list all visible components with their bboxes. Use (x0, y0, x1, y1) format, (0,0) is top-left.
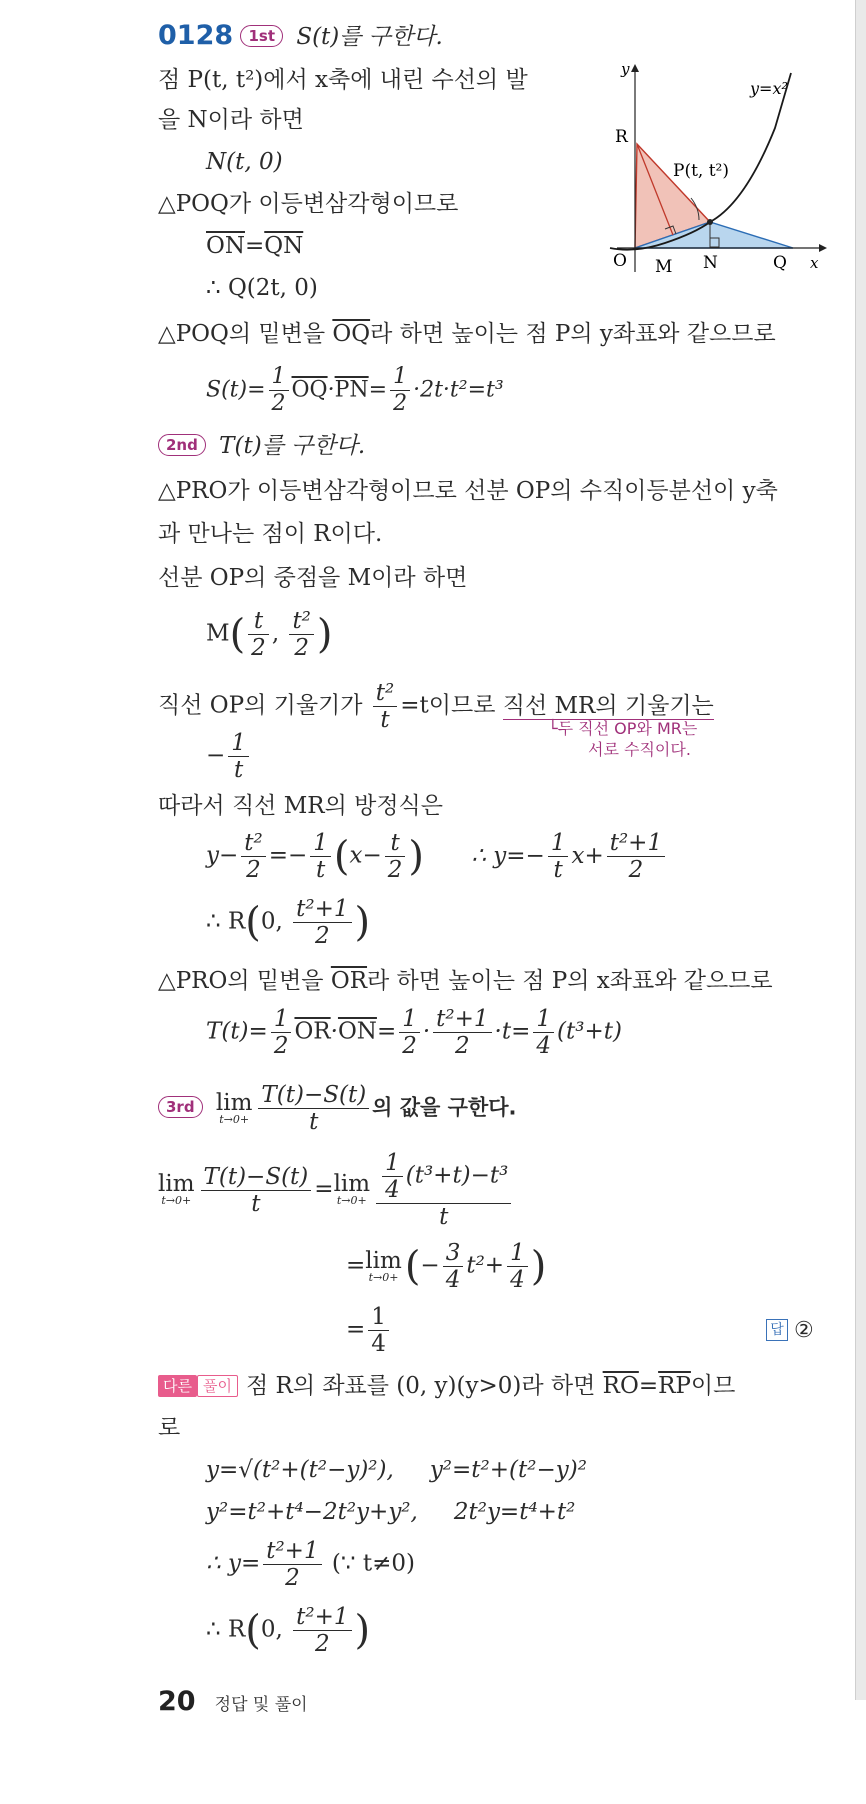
graph-figure (595, 58, 835, 280)
alt-solution-line: 다른 풀이 점 R의 좌표를 (0, y)(y>0)라 하면 $\overline{RO}=\overline{RP}$이므 (158, 1370, 735, 1402)
side-note: └두 직선 OP와 MR는 서로 수직이다. (548, 719, 698, 759)
step-3-badge: 3rd (158, 1096, 203, 1118)
point-o-label: O (613, 251, 627, 271)
step-1-title: S(t)를 구한다. (296, 24, 443, 50)
text-line: 점 P(t, t²)에서 x축에 내린 수선의 발 (158, 67, 528, 93)
text-line: 과 만나는 점이 R이다. (158, 521, 383, 547)
step-2-title: T(t)를 구한다. (219, 433, 366, 459)
step-2-badge: 2nd (158, 434, 206, 456)
formula-t: T(t)= $\frac{1}{2}$ $\overline{OR}\cdot\overline{ON}=$ $\frac{1}{2}$ · $\frac{\text{t²+1}}{2}$ ·t= $\frac{1}{4}$ (t³+t) (206, 1006, 622, 1059)
page-footer (158, 1686, 308, 1717)
math-line: N(t, 0) (206, 149, 283, 175)
math-line: ∴ Q(2t, 0) (206, 275, 318, 301)
x-axis-label: x (810, 254, 819, 272)
alt-badge-2: 풀이 (197, 1375, 238, 1397)
midpoint-m: M( $\frac{t}{2}$ , $\frac{\text{t²}}{2}$ ) (206, 608, 333, 661)
limit-eq-1: lim t→0+ $\frac{T(t)-S(t)}{t}$ = lim t→0+ $\frac{1}{4}$ (t³+t)−t³ t (158, 1150, 514, 1230)
line-mr-equation: y− $\frac{\text{t²}}{2}$ =− $\frac{1}{t}$ (x− $\frac{t}{2}$ ) ∴ y=− $\frac{1}{t}$ x+ $\frac{\text{t²+1}}{2}$ (206, 830, 668, 883)
problem-number: 0128 (158, 20, 234, 51)
text-line: 을 N이라 하면 (158, 107, 304, 133)
text-line: △PRO가 이등변삼각형이므로 선분 OP의 수직이등분선이 y축 (158, 478, 778, 504)
alt-point-r: ∴ R(0, $\frac{\text{t²+1}}{2}$ ) (206, 1604, 371, 1657)
limit-eq-3: = $\frac{1}{4}$ (346, 1304, 392, 1357)
formula-s: S(t)= $\frac{1}{2}$ $\overline{OQ}\cdot\overline{PN}=$ $\frac{1}{2}$ ·2t·t²=t³ (206, 364, 504, 416)
alt-eq-1: y=√(t²+(t²−y)²), y²=t²+(t²−y)² (206, 1457, 587, 1483)
footer-label: 정답 및 풀이 (214, 1695, 308, 1715)
point-r: ∴ R(0, $\frac{\text{t²+1}}{2}$ ) (206, 896, 371, 949)
text-line: △PRO의 밑변을 $\overline{OR}$라 하면 높이는 점 P의 x좌표와 같으므로 (158, 968, 773, 994)
text-line: 로 (158, 1415, 181, 1441)
y-axis-label: y (621, 60, 630, 78)
alt-eq-2: y²=t²+t⁴−2t²y+y², 2t²y=t⁴+t² (206, 1499, 576, 1525)
point-p-label: P(t, t²) (673, 161, 729, 181)
segment-qn: $\overline{QN}$ (264, 233, 304, 259)
answer-mark: 답 (766, 1319, 788, 1341)
page-number: 20 (158, 1686, 196, 1717)
math-line: $\overline{ON}=\overline{QN}$ (206, 233, 304, 259)
segment-on: $\overline{ON}$ (206, 233, 245, 259)
answer-value: ② (794, 1318, 814, 1343)
step-2-header (158, 430, 365, 462)
alt-eq-3: ∴ y= $\frac{\text{t²+1}}{2}$ (∵ t≠0) (206, 1538, 415, 1591)
limit-eq-2: = lim t→0+ (− $\frac{3}{4}$ t²+ $\frac{1}{4}$ ) (346, 1240, 547, 1293)
point-q-label: Q (773, 253, 787, 273)
slope-value: − $\frac{1}{t}$ (206, 730, 252, 783)
alt-badge: 다른 (158, 1375, 197, 1397)
step-3-header: 3rd lim t→0+ $\frac{T(t)-S(t)}{t}$ 의 값을 구한다. (158, 1082, 517, 1135)
answer (766, 1318, 814, 1343)
text-line: 직선 OP의 기울기가 $\frac{\text{t²}}{t}$ =t이므로 직선 MR의 기울기는 (158, 680, 714, 733)
problem-header (158, 20, 443, 53)
point-m-label: M (655, 257, 673, 277)
text-line: 선분 OP의 중점을 M이라 하면 (158, 565, 468, 591)
step-1-badge: 1st (240, 25, 283, 47)
text-line: △POQ가 이등변삼각형이므로 (158, 191, 459, 217)
text-line: 따라서 직선 MR의 방정식은 (158, 793, 443, 819)
page-edge (855, 0, 866, 1700)
curve-label: y=x² (750, 79, 788, 98)
point-r-label: R (615, 127, 628, 147)
point-n-label: N (703, 253, 718, 273)
text-line: △POQ의 밑변을 $\overline{OQ}$라 하면 높이는 점 P의 y좌표와 같으므로 (158, 321, 776, 347)
